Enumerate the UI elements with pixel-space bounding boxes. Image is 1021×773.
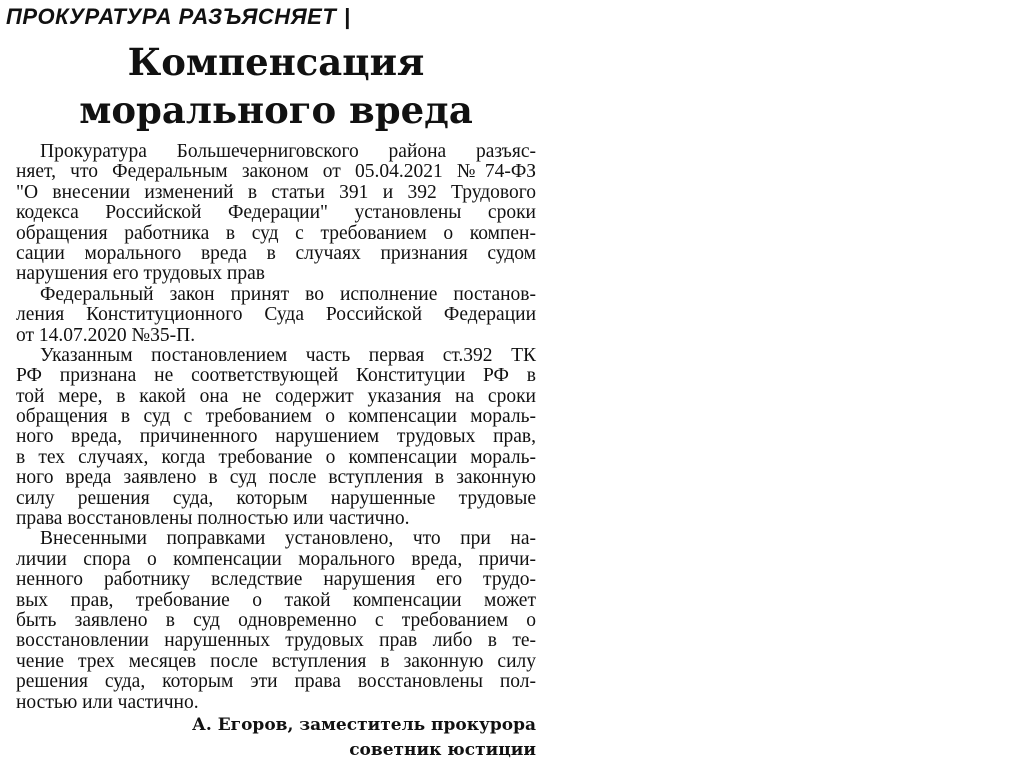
article-line: няет, что Федеральным законом от 05.04.2021 №74-ФЗ bbox=[16, 161, 536, 183]
article-line: ления Конституционного Суда Российской Федерации bbox=[16, 304, 536, 326]
article-line: решения суда, которым эти права восстановлены пол- bbox=[16, 671, 536, 693]
signature-title: советник юстиции bbox=[349, 740, 536, 760]
article-line: кодекса Российской Федерации" установлены сроки bbox=[16, 202, 536, 224]
article-line: обращения в суд с требованием о компенсации мораль- bbox=[16, 406, 536, 428]
rubric-separator: | bbox=[344, 4, 351, 29]
article-line: Федеральный закон принят во исполнение постанов- bbox=[40, 283, 536, 305]
headline-line-1: Компенсация bbox=[127, 40, 425, 84]
article-line: чение трех месяцев после вступления в законную силу bbox=[16, 650, 536, 672]
article-line: ного вреда заявлено в суд после вступления в законную bbox=[16, 467, 536, 489]
article-line: нарушения его трудовых прав bbox=[16, 263, 265, 285]
article-body bbox=[16, 142, 536, 713]
article-line: права восстановлены полностью или частично. bbox=[16, 508, 410, 530]
section-rubric bbox=[6, 4, 351, 30]
article-line: быть заявлено в суд одновременно с требованием о bbox=[16, 609, 536, 631]
article-line: личии спора о компенсации морального вреда, причи- bbox=[16, 548, 536, 570]
article-line: Внесенными поправками установлено, что при на- bbox=[40, 528, 536, 550]
article-line: от 14.07.2020 №35-П. bbox=[16, 324, 196, 346]
article-line: силу решения суда, которым нарушенные трудовые bbox=[16, 487, 536, 509]
article-line: ненного работнику вследствие нарушения его трудо- bbox=[16, 569, 536, 591]
article-line: Прокуратура Большечерниговского района разъяс- bbox=[40, 141, 536, 162]
article-line: вых прав, требование о такой компенсации может bbox=[16, 589, 536, 611]
signature-author: А. Егоров, заместитель прокурора bbox=[192, 715, 536, 735]
headline-line-2: морального вреда bbox=[79, 88, 473, 132]
article-line: РФ признана не соответствующей Конституции РФ в bbox=[16, 365, 536, 387]
article-line: ного вреда, причиненного нарушением трудовых прав, bbox=[16, 426, 536, 448]
article-line: восстановлении нарушенных трудовых прав либо в те- bbox=[16, 630, 536, 652]
rubric-label: ПРОКУРАТУРА РАЗЪЯСНЯЕТ bbox=[6, 4, 337, 29]
article-line: обращения работника в суд с требованием о компен- bbox=[16, 222, 536, 244]
article-line: ностью или частично. bbox=[16, 691, 199, 713]
article-line: Указанным постановлением часть первая ст.392 ТК bbox=[40, 344, 536, 366]
article-line: той мере, в какой она не содержит указания на сроки bbox=[16, 385, 536, 407]
article-line: в тех случаях, когда требование о компенсации мораль- bbox=[16, 446, 536, 468]
article-line: "О внесении изменений в статьи 391 и 392 Трудового bbox=[16, 181, 536, 203]
article-line: сации морального вреда в случаях признания судом bbox=[16, 242, 536, 264]
